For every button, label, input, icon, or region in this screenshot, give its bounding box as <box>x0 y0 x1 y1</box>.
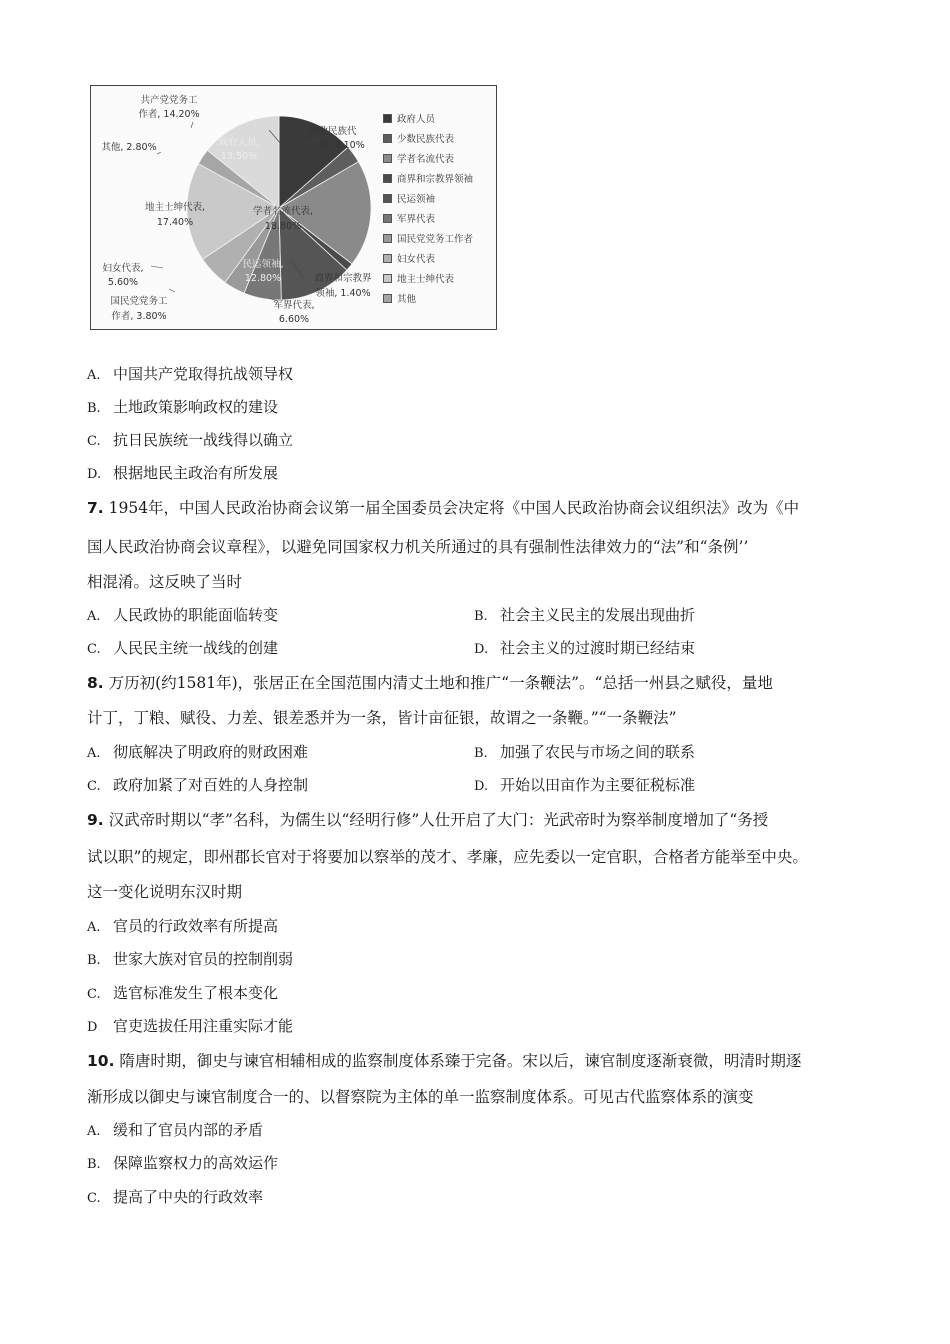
legend-swatch <box>383 214 392 223</box>
legend-swatch <box>383 234 392 243</box>
option-key: A. <box>87 920 101 935</box>
stem-text: 万历初(约1581年)，张居正在全国范围内清丈土地和推广“一条鞭法”。“总括一州县之赋役，量地 <box>103 674 773 692</box>
legend-label: 商界和宗教界领袖 <box>397 174 474 185</box>
q7-option-b[interactable] <box>474 604 695 625</box>
option-text: 社会主义民主的发展出现曲折 <box>500 606 696 624</box>
legend-label: 地主士绅代表 <box>397 274 455 285</box>
question-number: 9. <box>87 811 104 829</box>
q10-option-c[interactable] <box>87 1186 263 1207</box>
q6-option-a[interactable] <box>87 363 293 384</box>
option-key: A. <box>87 368 101 383</box>
legend-swatch <box>383 114 392 123</box>
legend-swatch <box>383 154 392 163</box>
legend-swatch <box>383 274 392 283</box>
q9-option-d[interactable] <box>87 1015 293 1036</box>
option-key: A. <box>87 1124 101 1139</box>
option-key: B. <box>474 609 488 624</box>
slice-label-ss-2: 表, 3.10% <box>319 140 365 151</box>
legend-swatch <box>383 294 392 303</box>
slice-label-sj-1: 商界和宗教界 <box>314 273 372 284</box>
legend-label: 其他 <box>397 294 417 305</box>
question-number: 8. <box>87 674 104 692</box>
slice-label-ss-1: 少数民族代 <box>309 126 357 137</box>
slice-label-dz-1: 地主士绅代表, <box>144 202 206 213</box>
slice-label-gc-2: 作者, 14.20% <box>138 109 200 120</box>
option-key: B. <box>474 746 488 761</box>
slice-label-zf-2: 13.50% <box>220 151 258 162</box>
legend-item <box>383 108 473 128</box>
q8-option-d[interactable] <box>474 774 695 795</box>
legend-swatch <box>383 134 392 143</box>
slice-label-sj-2: 领袖, 1.40% <box>315 288 371 299</box>
q9-stem-line-1 <box>87 808 768 830</box>
legend-item <box>383 148 473 168</box>
option-key: B. <box>87 401 101 416</box>
legend-item <box>383 268 473 288</box>
option-text: 根据地民主政治有所发展 <box>113 464 279 482</box>
leader-line <box>191 122 193 128</box>
stem-text: 汉武帝时期以“孝”名科，为儒生以“经明行修”人仕开启了大门：光武帝时为察举制度增加了“务授 <box>103 811 769 829</box>
option-key: D. <box>474 642 489 657</box>
option-text: 人民民主统一战线的创建 <box>113 639 279 657</box>
option-text: 开始以田亩作为主要征税标准 <box>500 776 696 794</box>
slice-label-dz-2: 17.40% <box>156 217 194 228</box>
legend-item <box>383 248 473 268</box>
slice-label-jj-2: 6.60% <box>278 314 310 325</box>
legend-item <box>383 128 473 148</box>
option-key: A. <box>87 609 101 624</box>
q10-option-a[interactable] <box>87 1119 263 1140</box>
leader-line <box>169 289 175 292</box>
legend-label: 少数民族代表 <box>397 134 455 145</box>
question-number: 10. <box>87 1052 115 1070</box>
slice-label-xz-2: 18.80% <box>264 221 302 232</box>
slice-label-my-1: 民运领袖, <box>242 259 284 270</box>
option-text: 官吏选拔任用注重实际才能 <box>113 1017 294 1035</box>
option-text: 彻底解决了明政府的财政困难 <box>113 743 309 761</box>
slice-label-my-2: 12.80% <box>244 273 282 284</box>
option-text: 政府加紧了对百姓的人身控制 <box>113 776 309 794</box>
slice-label-fn-2: 5.60% <box>107 277 139 288</box>
legend-label: 军界代表 <box>397 214 436 225</box>
option-key: C. <box>87 987 101 1002</box>
option-text: 中国共产党取得抗战领导权 <box>113 365 294 383</box>
question-number: 7. <box>87 499 104 517</box>
option-key: D. <box>87 467 102 482</box>
q10-option-b[interactable] <box>87 1152 278 1173</box>
q6-option-c[interactable] <box>87 429 293 450</box>
legend-label: 妇女代表 <box>397 254 436 265</box>
legend-label: 学者名流代表 <box>397 154 455 165</box>
option-key: B. <box>87 953 101 968</box>
legend-item <box>383 288 473 308</box>
q7-option-a[interactable] <box>87 604 278 625</box>
slice-label-zf-1: 政府人员, <box>218 137 260 148</box>
q10-stem-line-2: 渐形成以御史与谏官制度合一的、以督察院为主体的单一监察制度体系。可见古代监察体系的演变 <box>87 1088 754 1106</box>
chart-legend <box>383 108 473 308</box>
option-text: 官员的行政效率有所提高 <box>113 917 279 935</box>
option-key: B. <box>87 1157 101 1172</box>
option-key: C. <box>87 779 101 794</box>
option-key: A. <box>87 746 101 761</box>
q8-stem-line-2: 计丁，丁粮、赋役、力差、银差悉并为一条，皆计亩征银，故谓之一条鞭。”“一条鞭法” <box>87 709 677 727</box>
option-text: 土地政策影响政权的建设 <box>113 398 279 416</box>
slice-label-gm-2: 作者, 3.80% <box>111 311 167 322</box>
q9-option-b[interactable] <box>87 948 293 969</box>
slice-label-gm-1: 国民党党务工 <box>110 296 168 307</box>
slice-label-qt: 其他, 2.80% <box>101 142 157 153</box>
legend-label: 政府人员 <box>397 114 436 125</box>
slice-label-fn-1: 妇女代表, <box>102 263 144 274</box>
legend-swatch <box>383 254 392 263</box>
q8-option-b[interactable] <box>474 741 695 762</box>
legend-item <box>383 168 473 188</box>
q7-stem-line-3: 相混淆。这反映了当时 <box>87 573 243 591</box>
slice-label-xz-1: 学者名流代表, <box>252 206 314 217</box>
slice-label-jj-1: 军界代表, <box>273 300 315 311</box>
q7-option-d[interactable] <box>474 637 695 658</box>
q9-stem-line-2: 试以职”的规定，即州郡长官对于将要加以察举的茂才、孝廉，应先委以一定官职，合格者方能举至中央。 <box>87 848 808 866</box>
stem-text: 1954年，中国人民政治协商会议第一届全国委员会决定将《中国人民政治协商会议组织法》改为《中 <box>103 499 800 517</box>
leader-line <box>157 152 161 154</box>
option-key: D <box>87 1020 98 1035</box>
q7-stem-line-1 <box>87 496 799 518</box>
legend-item <box>383 188 473 208</box>
option-text: 提高了中央的行政效率 <box>113 1188 264 1206</box>
q9-stem-line-3: 这一变化说明东汉时期 <box>87 883 243 901</box>
option-key: C. <box>87 1191 101 1206</box>
legend-label: 国民党党务工作者 <box>397 234 474 245</box>
option-text: 保障监察权力的高效运作 <box>113 1154 279 1172</box>
q10-stem-line-1 <box>87 1049 801 1071</box>
leader-line <box>151 266 163 268</box>
q8-option-a[interactable] <box>87 741 308 762</box>
option-text: 缓和了官员内部的矛盾 <box>113 1121 264 1139</box>
q7-option-c[interactable] <box>87 637 278 658</box>
q6-option-d[interactable] <box>87 462 278 483</box>
slice-label-gc-1: 共产党党务工 <box>140 95 198 106</box>
legend-item <box>383 208 473 228</box>
option-text: 加强了农民与市场之间的联系 <box>500 743 696 761</box>
option-key: C. <box>87 434 101 449</box>
legend-label: 民运领袖 <box>397 194 436 205</box>
option-text: 抗日民族统一战线得以确立 <box>113 431 294 449</box>
q8-stem-line-1 <box>87 671 773 693</box>
pie-chart-figure <box>90 85 497 330</box>
q8-option-c[interactable] <box>87 774 308 795</box>
q7-stem-line-2: 国人民政治协商会议章程》，以避免同国家权力机关所通过的具有强制性法律效力的“法”和“条例’’ <box>87 538 749 556</box>
legend-swatch <box>383 174 392 183</box>
option-key: D. <box>474 779 489 794</box>
legend-item <box>383 228 473 248</box>
q6-option-b[interactable] <box>87 396 278 417</box>
option-text: 人民政协的职能面临转变 <box>113 606 279 624</box>
option-text: 世家大族对官员的控制削弱 <box>113 950 294 968</box>
option-text: 社会主义的过渡时期已经结束 <box>500 639 696 657</box>
option-text: 选官标准发生了根本变化 <box>113 984 279 1002</box>
legend-swatch <box>383 194 392 203</box>
option-key: C. <box>87 642 101 657</box>
q9-option-a[interactable] <box>87 915 278 936</box>
q9-option-c[interactable] <box>87 982 278 1003</box>
stem-text: 隋唐时期，御史与谏官相辅相成的监察制度体系臻于完备。宋以后，谏官制度逐渐衰微，明清时期逐 <box>114 1052 802 1070</box>
